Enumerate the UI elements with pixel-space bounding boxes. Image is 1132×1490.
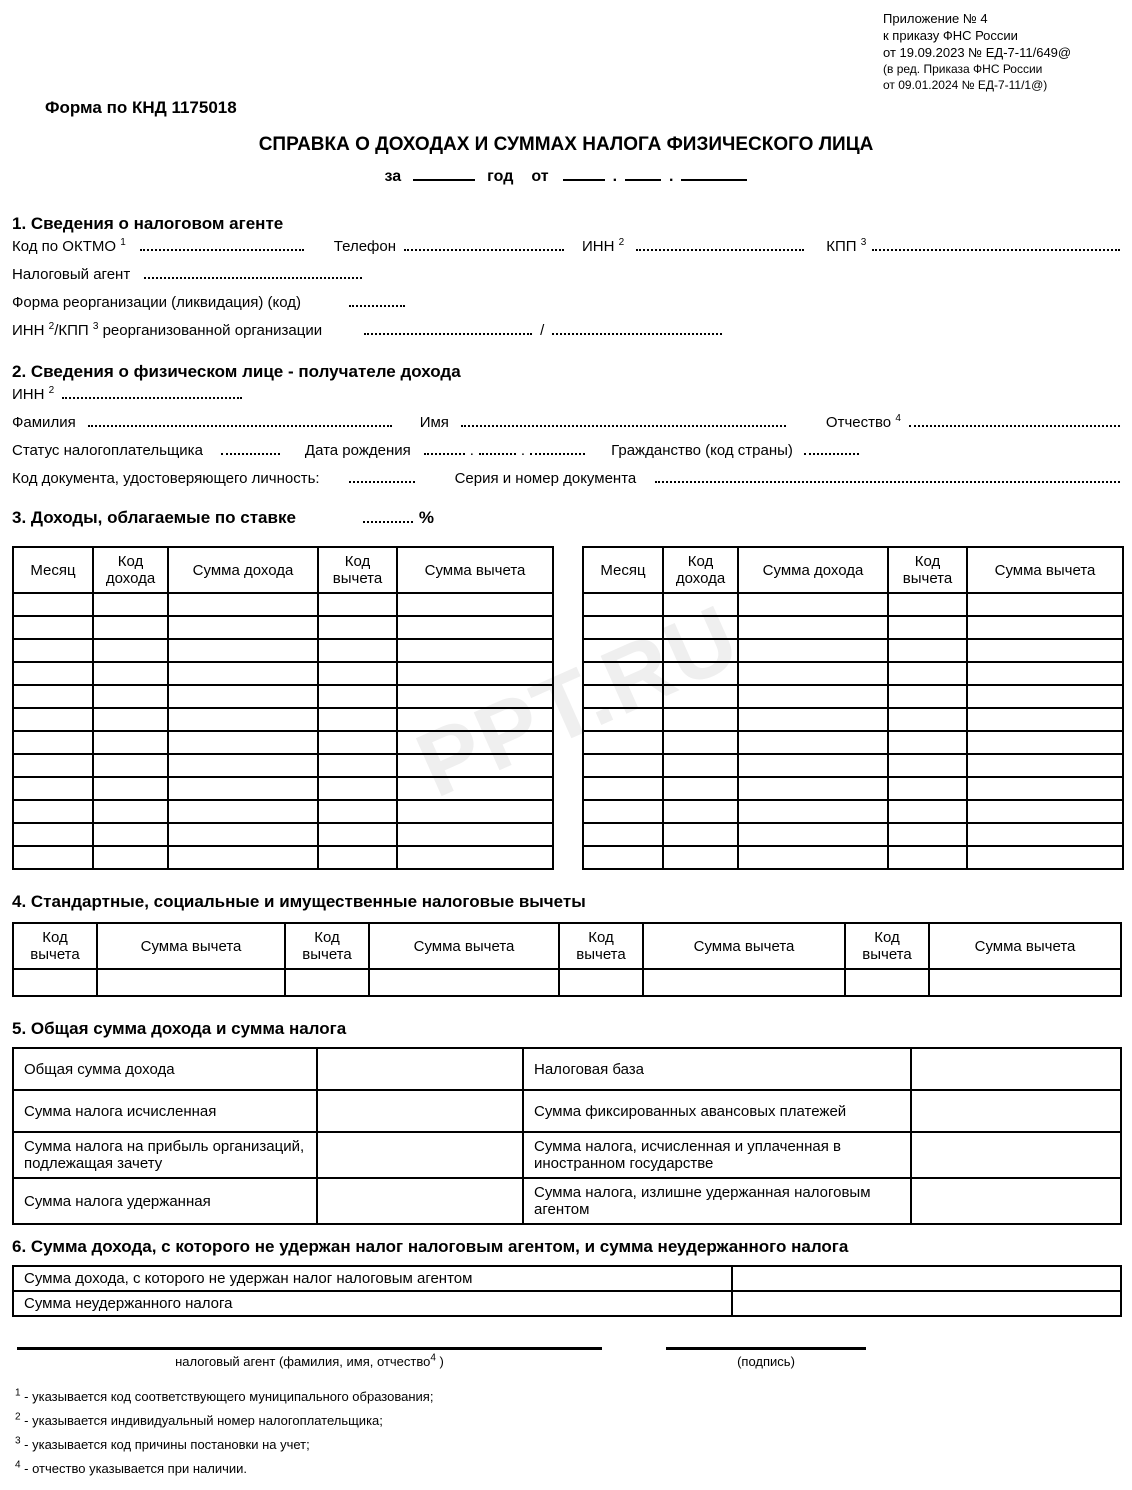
cell[interactable] [663,662,738,685]
cell[interactable] [168,846,318,869]
sign-caption: (подпись) [737,1354,795,1369]
cell[interactable] [168,662,318,685]
date-dot: . [612,168,618,185]
cell[interactable] [318,731,397,754]
cell[interactable] [93,708,168,731]
birth-month-field[interactable] [479,453,516,455]
cell[interactable] [663,800,738,823]
tax-rate-field[interactable] [363,521,413,523]
cell[interactable] [397,708,553,731]
cell[interactable] [13,639,93,662]
cell[interactable] [738,800,888,823]
cell[interactable] [369,969,559,996]
cell[interactable] [93,800,168,823]
cell[interactable] [643,969,845,996]
cell[interactable] [888,823,967,846]
section2-heading: 2. Сведения о физическом лице - получателе дохода [12,362,461,381]
cell[interactable] [967,616,1123,639]
doc-series-field[interactable] [655,481,1120,483]
col-deduction-sum: Сумма вычета [97,923,285,969]
cell[interactable] [93,639,168,662]
cell[interactable] [318,777,397,800]
reorg-code-row [12,294,1120,318]
cell[interactable] [583,662,663,685]
date-dot: . [520,442,526,459]
cell[interactable] [583,639,663,662]
unwithheld-row [13,1266,1121,1291]
income-row [13,593,553,616]
income-row [13,731,553,754]
cell[interactable] [397,639,553,662]
cell[interactable] [168,800,318,823]
cell[interactable] [967,731,1123,754]
cell[interactable] [738,593,888,616]
ppt-ru-watermark: PPT.RU [402,585,754,817]
person-status-row [12,442,1120,466]
income-row [13,800,553,823]
total-income-value[interactable] [317,1048,523,1090]
foreign-tax-value[interactable] [911,1132,1121,1178]
agent-inn-field[interactable] [636,249,804,251]
income-row [583,685,1123,708]
date-dot: . [469,442,474,459]
cell[interactable] [738,731,888,754]
date-month-field[interactable] [625,179,661,181]
col-deduction-sum: Сумма вычета [397,547,553,593]
cell[interactable] [967,708,1123,731]
footnote-4: $^4$ - отчество указывается при наличии. [15,1459,247,1476]
cell[interactable] [663,731,738,754]
cell[interactable] [93,616,168,639]
cell[interactable] [663,846,738,869]
cell[interactable] [397,846,553,869]
cell[interactable] [967,800,1123,823]
col-deduction-sum: Сумма вычета [929,923,1121,969]
cell[interactable] [738,846,888,869]
cell[interactable] [738,708,888,731]
cell[interactable] [318,754,397,777]
cell[interactable] [93,685,168,708]
section5-heading: 5. Общая сумма дохода и сумма налога [12,1019,347,1038]
cell[interactable] [888,616,967,639]
section3-heading: 3. Доходы, облагаемые по ставке [12,508,296,527]
footnote-2: $^2$ - указывается индивидуальный номер налогоплательщика; [15,1411,383,1428]
cell[interactable] [888,662,967,685]
income-row [583,800,1123,823]
reorg-code-field[interactable] [349,305,405,307]
totals-row [13,1132,1121,1178]
cell[interactable] [318,616,397,639]
tax-base-value[interactable] [911,1048,1121,1090]
cell[interactable] [888,777,967,800]
cell[interactable] [285,969,369,996]
income-row [583,662,1123,685]
citizenship-label: Гражданство (код страны) [611,442,793,459]
signature-area [12,1347,1120,1369]
lastname-label: Фамилия [12,414,76,431]
footnote-3: $^3$ - указывается код причины постановки на учет; [15,1435,310,1452]
oktmo-field[interactable] [140,249,304,251]
cell[interactable] [663,685,738,708]
cell[interactable] [93,823,168,846]
tax-calculated-label: Сумма налога исчисленная [13,1090,317,1132]
col-deduction-code: Код вычета [845,923,929,969]
cell[interactable] [13,754,93,777]
cell[interactable] [318,823,397,846]
deductions-header [13,923,1121,969]
excess-withheld-label: Сумма налога, излишне удержанная налоговым агентом [523,1178,911,1224]
cell[interactable] [168,685,318,708]
cell[interactable] [583,754,663,777]
income-row [583,616,1123,639]
cell[interactable] [738,754,888,777]
year-field[interactable] [413,179,475,181]
income-row [583,639,1123,662]
cell[interactable] [888,731,967,754]
cell[interactable] [318,593,397,616]
cell[interactable] [397,662,553,685]
appendix-line: к приказу ФНС России [883,28,1018,43]
appendix-line: от 19.09.2023 № ЕД-7-11/649@ [883,45,1072,60]
cell[interactable] [967,846,1123,869]
cell[interactable] [168,639,318,662]
unwithheld-table [12,1265,1122,1317]
phone-field[interactable] [404,249,564,251]
cell[interactable] [318,800,397,823]
status-field[interactable] [221,453,280,455]
cell[interactable] [13,662,93,685]
income-table-left [12,546,554,870]
signature-line[interactable] [666,1347,866,1350]
cell[interactable] [168,708,318,731]
reorg-slash: / [540,322,545,339]
section6-heading: 6. Сумма дохода, с которого не удержан налог налоговым агентом, и сумма неудержанного налога [12,1237,849,1256]
oktmo-label: Код по ОКТМО $^1$ [12,237,126,255]
agent-name-row [12,266,1120,290]
cell[interactable] [397,823,553,846]
agent-name-field[interactable] [144,277,362,279]
cell[interactable] [738,662,888,685]
god-label: год [487,168,514,185]
cell[interactable] [13,708,93,731]
totals-row [13,1090,1121,1132]
cell[interactable] [13,685,93,708]
cell[interactable] [97,969,285,996]
cell[interactable] [397,616,553,639]
col-deduction-code: Код вычета [318,547,397,593]
cell[interactable] [93,662,168,685]
cell[interactable] [397,754,553,777]
cell[interactable] [845,969,929,996]
col-deduction-code: Код вычета [888,547,967,593]
totals-table [12,1047,1122,1225]
cell[interactable] [929,969,1121,996]
reorg-kpp-field[interactable] [552,333,722,335]
cell[interactable] [13,593,93,616]
appendix-line: Приложение № 4 [883,11,988,26]
income-row [13,754,553,777]
profit-tax-credit-label: Сумма налога на прибыль организаций, подлежащая зачету [13,1132,317,1178]
cell[interactable] [168,754,318,777]
cell[interactable] [967,754,1123,777]
section3-heading-row [12,508,1120,532]
income-row [583,823,1123,846]
cell[interactable] [93,777,168,800]
cell[interactable] [13,823,93,846]
cell[interactable] [318,639,397,662]
unwithheld-tax-value[interactable] [732,1291,1121,1316]
person-document-row [12,470,1120,494]
profit-tax-credit-value[interactable] [317,1132,523,1178]
birth-day-field[interactable] [424,453,465,455]
appendix-line: от 09.01.2024 № ЕД-7-11/1@) [883,78,1048,92]
unwithheld-income-label: Сумма дохода, с которого не удержан налог налоговым агентом [13,1266,732,1291]
agent-codes-row [12,238,1120,262]
reorg-label: Форма реорганизации (ликвидация) (код) [12,294,302,311]
cell[interactable] [663,777,738,800]
col-income-code: Код дохода [663,547,738,593]
reorg-inn-field[interactable] [364,333,532,335]
reorg-innkpp-label: ИНН $^2$/КПП $^3$ реорганизованной организации [12,321,323,339]
cell[interactable] [13,616,93,639]
cell[interactable] [663,708,738,731]
cell[interactable] [583,685,663,708]
person-inn-label: ИНН $^2$ [12,385,55,403]
cell[interactable] [397,777,553,800]
cell[interactable] [13,846,93,869]
cell[interactable] [93,754,168,777]
cell[interactable] [93,593,168,616]
cell[interactable] [583,616,663,639]
fixed-advance-value[interactable] [911,1090,1121,1132]
cell[interactable] [318,662,397,685]
income-row [13,708,553,731]
section4-heading: 4. Стандартные, социальные и имущественные налоговые вычеты [12,892,586,911]
birth-year-field[interactable] [530,453,585,455]
tax-withheld-label: Сумма налога удержанная [13,1178,317,1224]
col-deduction-sum: Сумма вычета [369,923,559,969]
cell[interactable] [93,731,168,754]
totals-row [13,1048,1121,1090]
income-row [13,662,553,685]
foreign-tax-label: Сумма налога, исчисленная и уплаченная в иностранном государстве [523,1132,911,1178]
person-inn-row [12,386,1120,410]
col-deduction-sum: Сумма вычета [643,923,845,969]
cell[interactable] [13,731,93,754]
col-month: Месяц [13,547,93,593]
col-deduction-code: Код вычета [13,923,97,969]
agent-signature-caption: налоговый агент (фамилия, имя, отчество$^4$ ) [175,1352,444,1369]
agent-kpp-label: КПП $^3$ [826,237,867,255]
unwithheld-row [13,1291,1121,1316]
cell[interactable] [168,593,318,616]
cell[interactable] [888,800,967,823]
income-row [13,823,553,846]
lastname-field[interactable] [88,425,392,427]
excess-withheld-value[interactable] [911,1178,1121,1224]
income-table-right [582,546,1124,870]
col-income-code: Код дохода [93,547,168,593]
fixed-advance-label: Сумма фиксированных авансовых платежей [523,1090,911,1132]
cell[interactable] [888,754,967,777]
agent-name-signature-line[interactable] [17,1347,602,1350]
income-row [583,777,1123,800]
appendix-reference [883,10,1071,93]
cell[interactable] [738,777,888,800]
cell[interactable] [318,846,397,869]
total-income-label: Общая сумма дохода [13,1048,317,1090]
cell[interactable] [663,639,738,662]
doc-code-label: Код документа, удостоверяющего личность: [12,470,320,487]
cell[interactable] [397,731,553,754]
middlename-field[interactable] [909,425,1120,427]
cell[interactable] [93,846,168,869]
cell[interactable] [318,708,397,731]
cell[interactable] [738,616,888,639]
cell[interactable] [168,823,318,846]
page-title: СПРАВКА О ДОХОДАХ И СУММАХ НАЛОГА ФИЗИЧЕСКОГО ЛИЦА [258,134,874,155]
income-row [13,846,553,869]
firstname-field[interactable] [461,425,786,427]
cell[interactable] [663,823,738,846]
cell[interactable] [738,639,888,662]
income-row [583,846,1123,869]
cell[interactable] [888,708,967,731]
tax-base-label: Налоговая база [523,1048,911,1090]
cell[interactable] [967,823,1123,846]
col-income-sum: Сумма дохода [738,547,888,593]
cell[interactable] [583,777,663,800]
cell[interactable] [583,823,663,846]
phone-label: Телефон [333,238,397,255]
deductions-row [13,969,1121,996]
doc-series-label: Серия и номер документа [454,470,637,487]
income-row [13,616,553,639]
birthdate-label: Дата рождения [304,442,411,459]
cell[interactable] [967,639,1123,662]
reorg-innkpp-row [12,322,1120,346]
period-line [12,168,1120,192]
cell[interactable] [888,593,967,616]
cell[interactable] [583,846,663,869]
cell[interactable] [663,754,738,777]
income-tables [12,546,1120,870]
unwithheld-tax-label: Сумма неудержанного налога [13,1291,732,1316]
status-label: Статус налогоплательщика [12,442,203,459]
income-table-header [583,547,1123,593]
cell[interactable] [888,685,967,708]
deductions-table [12,922,1122,997]
cell[interactable] [13,777,93,800]
person-name-row [12,414,1120,438]
col-deduction-code: Код вычета [559,923,643,969]
citizenship-field[interactable] [804,453,859,455]
cell[interactable] [738,823,888,846]
income-row [13,639,553,662]
cell[interactable] [888,639,967,662]
col-deduction-sum: Сумма вычета [967,547,1123,593]
income-row [583,754,1123,777]
cell[interactable] [583,708,663,731]
doc-code-field[interactable] [349,481,415,483]
agent-name-label: Налоговый агент [12,266,131,283]
cell[interactable] [967,777,1123,800]
income-row [583,593,1123,616]
ot-label: от [531,168,549,185]
col-income-sum: Сумма дохода [168,547,318,593]
tax-withheld-value[interactable] [317,1178,523,1224]
date-dot: . [669,168,674,185]
cell[interactable] [13,800,93,823]
cell[interactable] [738,685,888,708]
cell[interactable] [888,846,967,869]
income-row [13,777,553,800]
cell[interactable] [397,800,553,823]
cell[interactable] [397,593,553,616]
cell[interactable] [663,616,738,639]
middlename-label: Отчество $^4$ [825,413,901,431]
cell[interactable] [318,685,397,708]
section1-heading: 1. Сведения о налоговом агенте [12,214,284,233]
cell[interactable] [967,685,1123,708]
footnotes [15,1385,1120,1481]
cell[interactable] [583,593,663,616]
col-deduction-code: Код вычета [285,923,369,969]
form-code-knd: Форма по КНД 1175018 [45,98,237,117]
income-table-header [13,547,553,593]
agent-inn-label: ИНН $^2$ [582,237,625,255]
cell[interactable] [663,593,738,616]
sign-block [666,1347,866,1369]
za-label: за [384,168,402,185]
col-month: Месяц [583,547,663,593]
unwithheld-income-value[interactable] [732,1266,1121,1291]
agent-signature-block [17,1347,602,1369]
cell[interactable] [583,800,663,823]
cell[interactable] [559,969,643,996]
date-year-field[interactable] [681,179,747,181]
income-row [583,731,1123,754]
percent-sign: % [418,508,435,527]
appendix-line: (в ред. Приказа ФНС России [883,62,1043,76]
cell[interactable] [13,969,97,996]
income-row [13,685,553,708]
cell[interactable] [168,777,318,800]
footnote-1: $^1$ - указывается код соответствующего муниципального образования; [15,1387,434,1404]
totals-row [13,1178,1121,1224]
firstname-label: Имя [419,414,449,431]
cell[interactable] [168,616,318,639]
cell[interactable] [397,685,553,708]
cell[interactable] [583,731,663,754]
agent-kpp-field[interactable] [872,249,1120,251]
date-day-field[interactable] [563,179,605,181]
tax-calculated-value[interactable] [317,1090,523,1132]
cell[interactable] [967,593,1123,616]
cell[interactable] [967,662,1123,685]
person-inn-field[interactable] [62,397,242,399]
income-row [583,708,1123,731]
cell[interactable] [168,731,318,754]
